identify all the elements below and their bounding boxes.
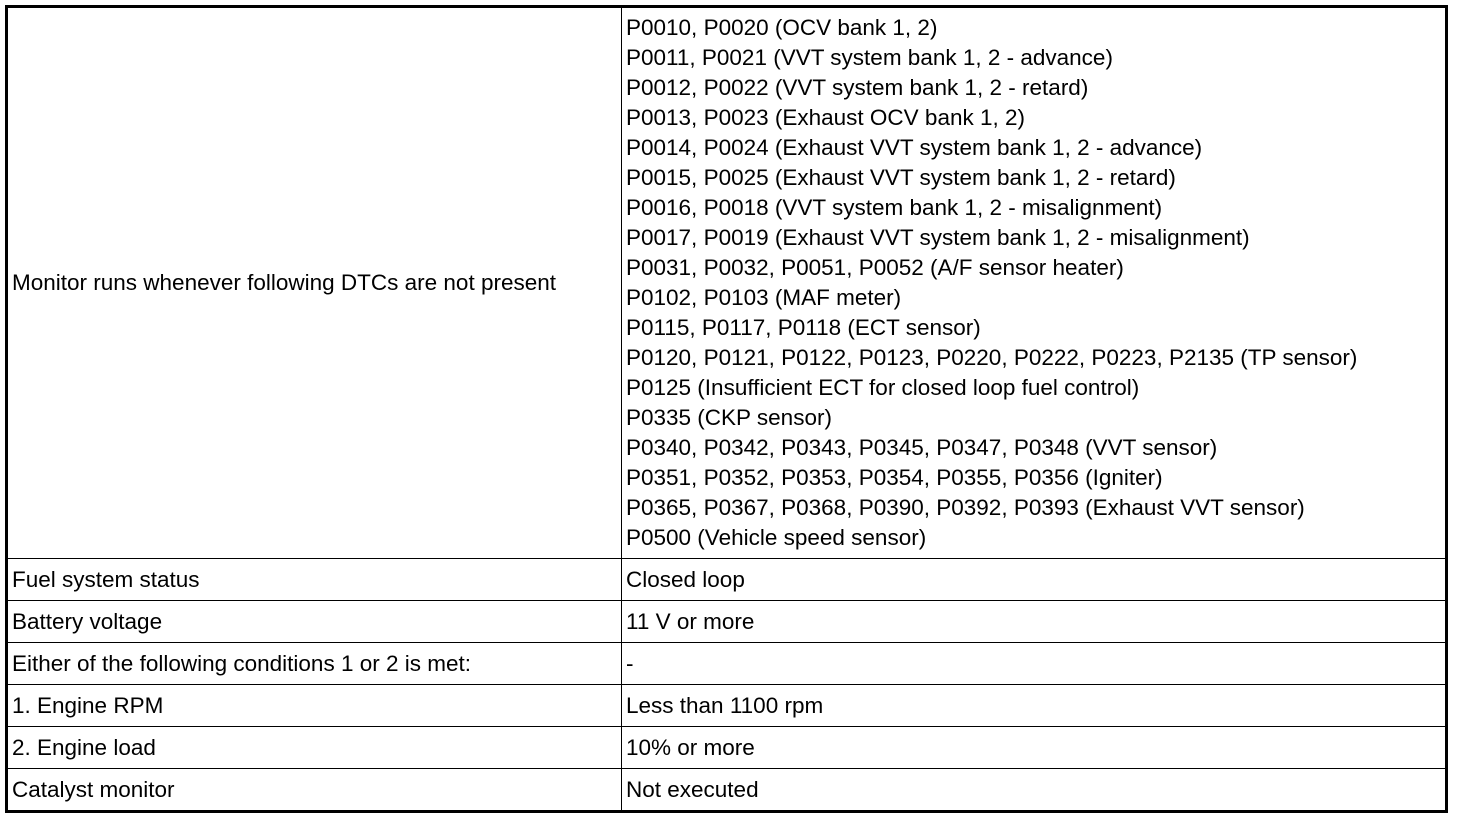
dtc-item: P0014, P0024 (Exhaust VVT system bank 1, 2 - advance) xyxy=(626,135,1203,160)
table-row xyxy=(8,685,1445,727)
table-row xyxy=(8,601,1445,643)
dtc-item: P0017, P0019 (Exhaust VVT system bank 1, 2 - misalignment) xyxy=(626,225,1250,250)
condition-label: 1. Engine RPM xyxy=(8,685,622,727)
dtc-item: P0120, P0121, P0122, P0123, P0220, P0222, P0223, P2135 (TP sensor) xyxy=(626,345,1358,370)
condition-value: Closed loop xyxy=(622,559,1446,601)
dtc-item: P0115, P0117, P0118 (ECT sensor) xyxy=(626,315,981,340)
dtc-item: P0340, P0342, P0343, P0345, P0347, P0348 (VVT sensor) xyxy=(626,435,1218,460)
condition-label: Catalyst monitor xyxy=(8,769,622,811)
table-row xyxy=(8,559,1445,601)
condition-value: 10% or more xyxy=(622,727,1446,769)
table-row xyxy=(8,769,1445,811)
dtc-item: P0365, P0367, P0368, P0390, P0392, P0393 (Exhaust VVT sensor) xyxy=(626,495,1305,520)
table-row xyxy=(8,643,1445,685)
dtc-item: P0031, P0032, P0051, P0052 (A/F sensor heater) xyxy=(626,255,1124,280)
dtc-item: P0016, P0018 (VVT system bank 1, 2 - misalignment) xyxy=(626,195,1163,220)
condition-label: 2. Engine load xyxy=(8,727,622,769)
condition-value: Not executed xyxy=(622,769,1446,811)
dtc-item: P0012, P0022 (VVT system bank 1, 2 - retard) xyxy=(626,75,1089,100)
dtc-list xyxy=(626,13,1445,553)
dtc-item: P0102, P0103 (MAF meter) xyxy=(626,285,902,310)
conditions-table-frame xyxy=(5,5,1448,813)
dtc-item: P0010, P0020 (OCV bank 1, 2) xyxy=(626,15,938,40)
condition-value: - xyxy=(622,643,1446,685)
table-row-dtc-conditions xyxy=(8,8,1445,559)
dtc-item: P0500 (Vehicle speed sensor) xyxy=(626,525,927,550)
dtc-item: P0011, P0021 (VVT system bank 1, 2 - advance) xyxy=(626,45,1113,70)
condition-label: Monitor runs whenever following DTCs are not present xyxy=(8,8,622,559)
condition-label: Battery voltage xyxy=(8,601,622,643)
dtc-item: P0125 (Insufficient ECT for closed loop fuel control) xyxy=(626,375,1140,400)
table-row xyxy=(8,727,1445,769)
condition-value: Less than 1100 rpm xyxy=(622,685,1446,727)
condition-label: Fuel system status xyxy=(8,559,622,601)
condition-value: 11 V or more xyxy=(622,601,1446,643)
condition-label: Either of the following conditions 1 or 2 is met: xyxy=(8,643,622,685)
conditions-table xyxy=(8,8,1445,810)
dtc-list-cell xyxy=(622,8,1446,559)
dtc-item: P0015, P0025 (Exhaust VVT system bank 1, 2 - retard) xyxy=(626,165,1176,190)
dtc-item: P0351, P0352, P0353, P0354, P0355, P0356 (Igniter) xyxy=(626,465,1163,490)
dtc-item: P0335 (CKP sensor) xyxy=(626,405,832,430)
dtc-item: P0013, P0023 (Exhaust OCV bank 1, 2) xyxy=(626,105,1025,130)
